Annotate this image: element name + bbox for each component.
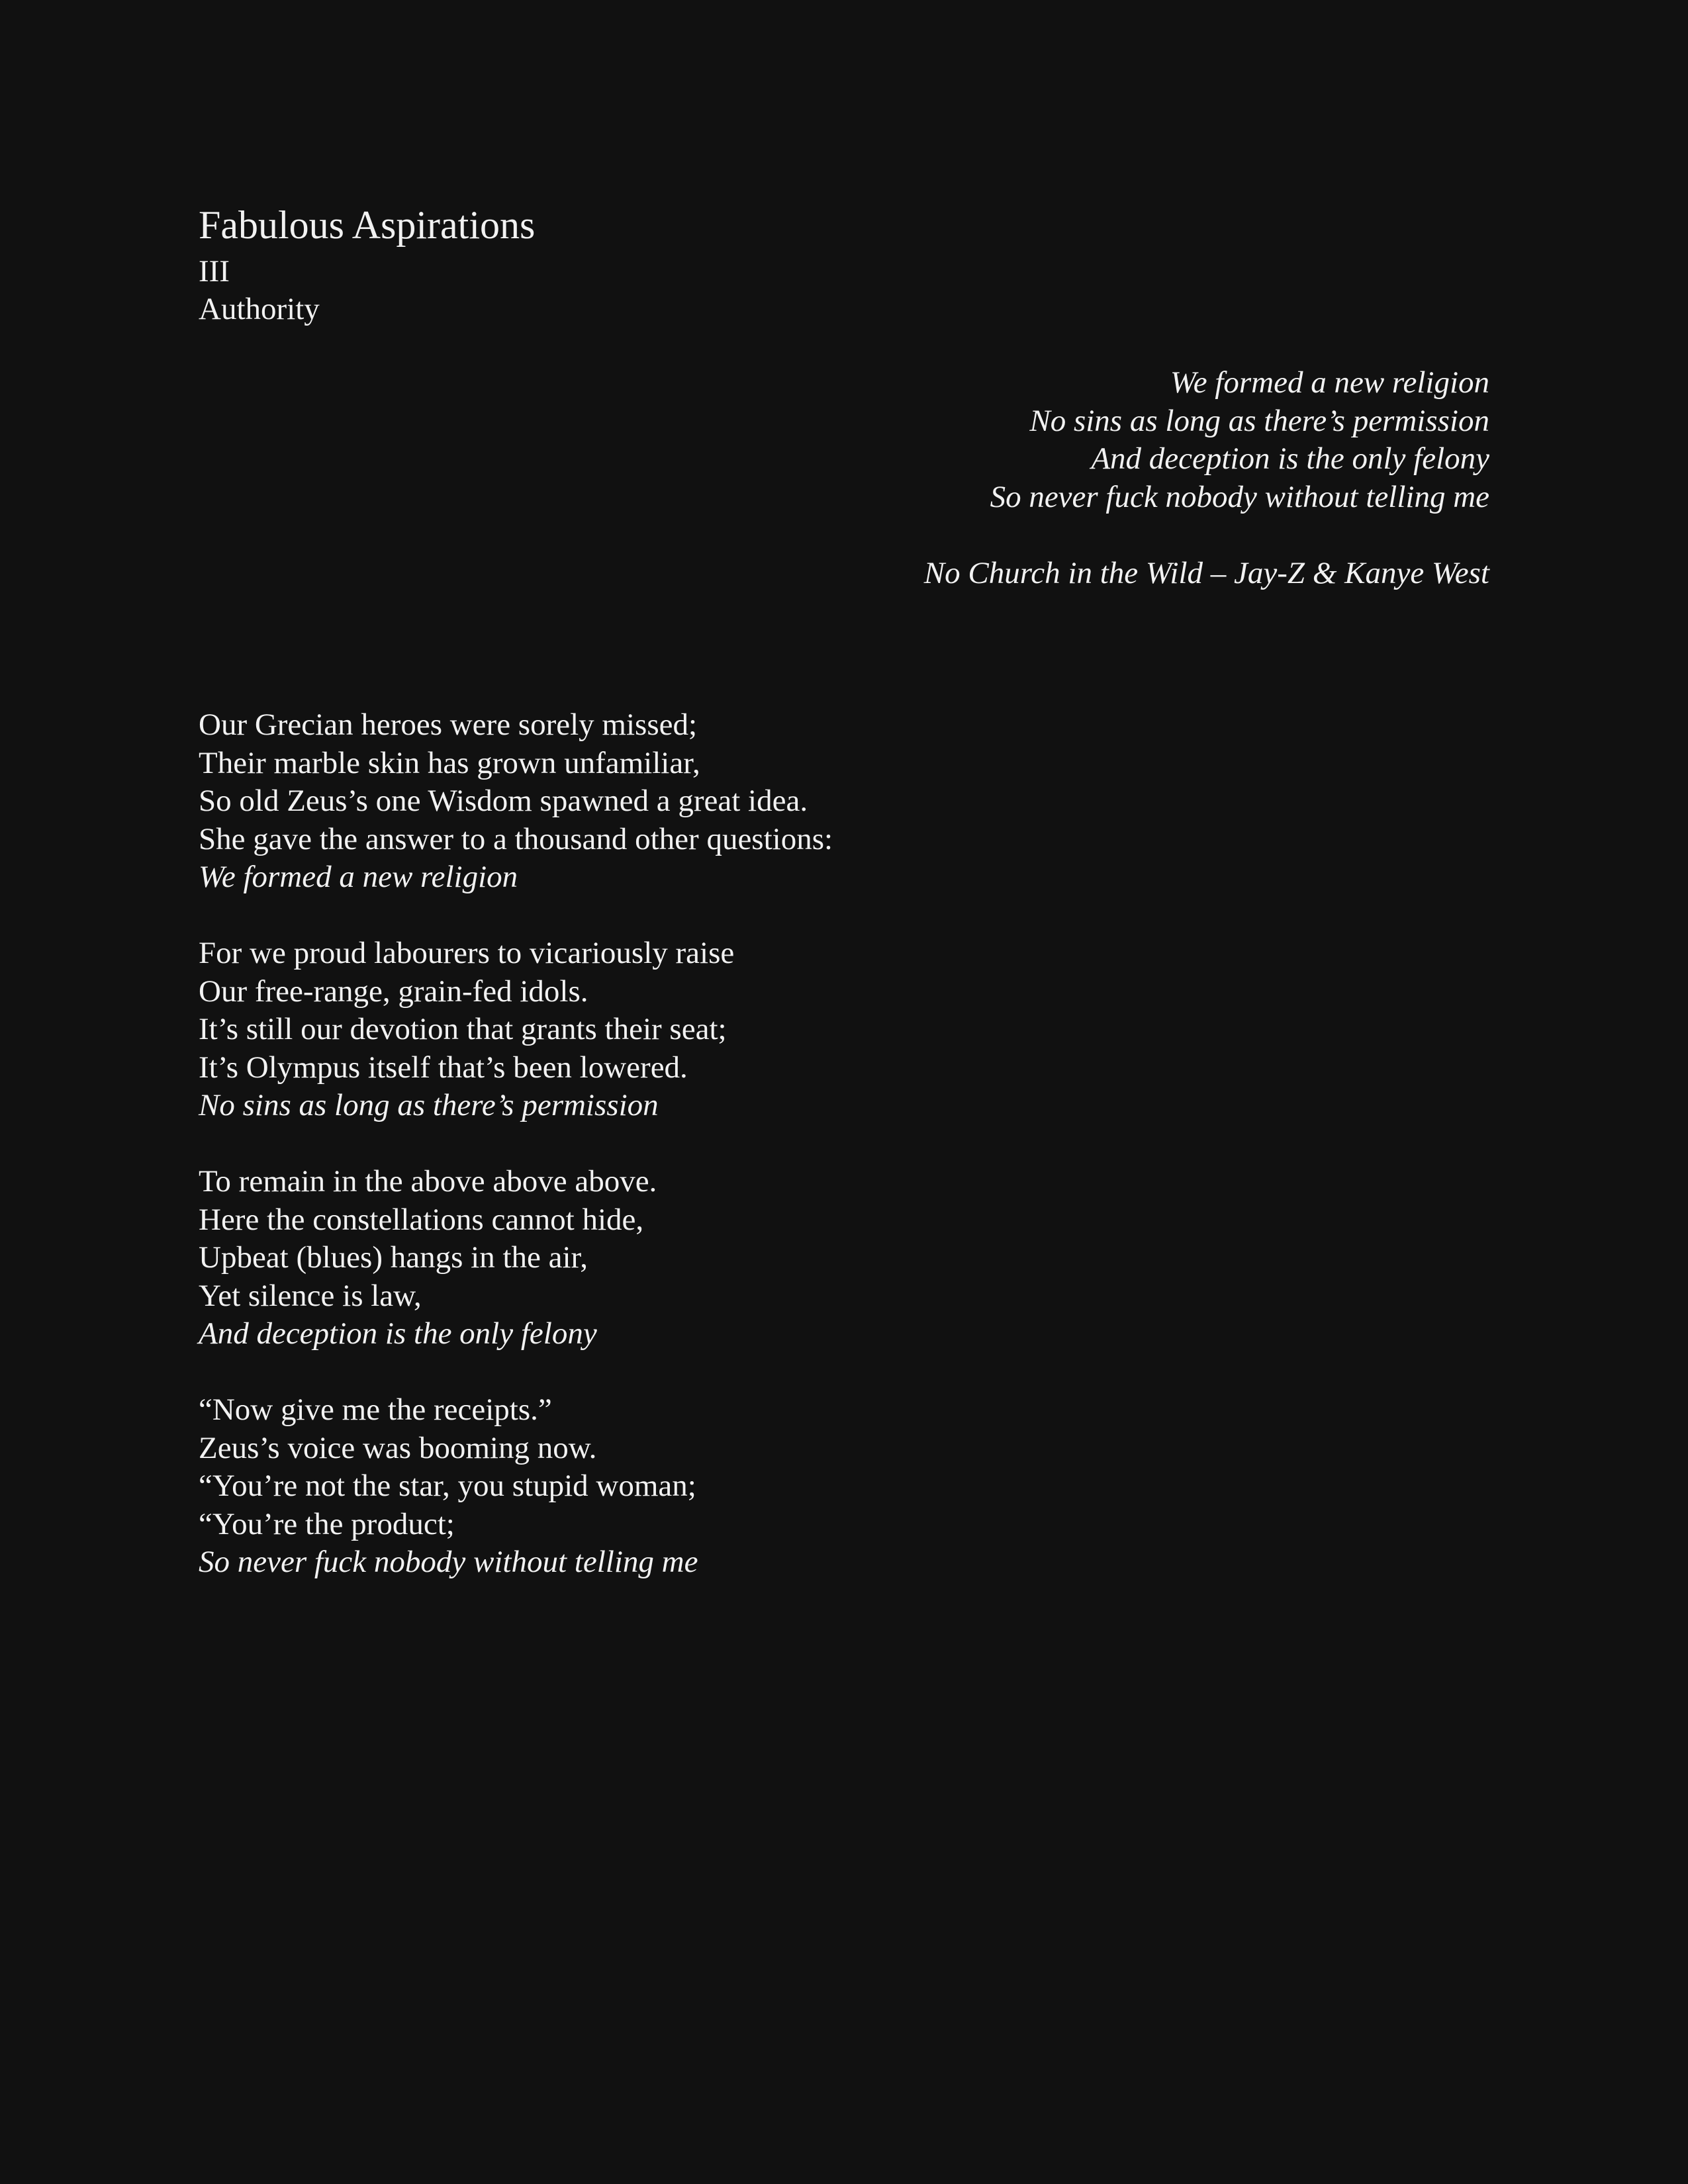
epigraph-attribution: No Church in the Wild – Jay-Z & Kanye West <box>923 555 1489 590</box>
poem-refrain: So never fuck nobody without telling me <box>199 1545 698 1579</box>
poem-line: “You’re the product; <box>199 1506 455 1541</box>
poem-line: “You’re not the star, you stupid woman; <box>199 1469 696 1503</box>
poem-line: “Now give me the receipts.” <box>199 1392 552 1427</box>
poem-line: Here the constellations cannot hide, <box>199 1202 644 1237</box>
section-title: Authority <box>199 292 320 326</box>
poem-body <box>199 706 1456 1619</box>
poem-line: Upbeat (blues) hangs in the air, <box>199 1240 588 1275</box>
epigraph-line: No sins as long as there’s permission <box>1029 403 1489 438</box>
epigraph-line: And deception is the only felony <box>1091 441 1489 476</box>
epigraph-line: So never fuck nobody without telling me <box>990 479 1489 514</box>
poem-line: So old Zeus’s one Wisdom spawned a great idea. <box>199 784 808 818</box>
stanza <box>199 1163 1456 1353</box>
poem-refrain: And deception is the only felony <box>199 1316 597 1351</box>
poem-line: Zeus’s voice was booming now. <box>199 1430 597 1465</box>
poem-line: For we proud labourers to vicariously raise <box>199 936 735 970</box>
poem-refrain: No sins as long as there’s permission <box>199 1088 659 1122</box>
poem-line: To remain in the above above above. <box>199 1164 657 1199</box>
poem-line: Their marble skin has grown unfamiliar, <box>199 745 700 780</box>
epigraph-line: We formed a new religion <box>1170 365 1489 400</box>
page-title: Fabulous Aspirations <box>199 203 536 247</box>
stanza <box>199 1391 1456 1582</box>
poem-refrain: We formed a new religion <box>199 860 518 894</box>
epigraph <box>563 364 1489 592</box>
poem-line: She gave the answer to a thousand other questions: <box>199 821 833 856</box>
poem-line: It’s still our devotion that grants their seat; <box>199 1012 727 1046</box>
stanza <box>199 706 1456 897</box>
poem-line: Yet silence is law, <box>199 1278 422 1313</box>
section-numeral: III <box>199 254 230 289</box>
poem-line: Our free-range, grain-fed idols. <box>199 974 588 1009</box>
poem-line: It’s Olympus itself that’s been lowered. <box>199 1050 688 1085</box>
stanza <box>199 934 1456 1125</box>
poem-line: Our Grecian heroes were sorely missed; <box>199 707 698 742</box>
